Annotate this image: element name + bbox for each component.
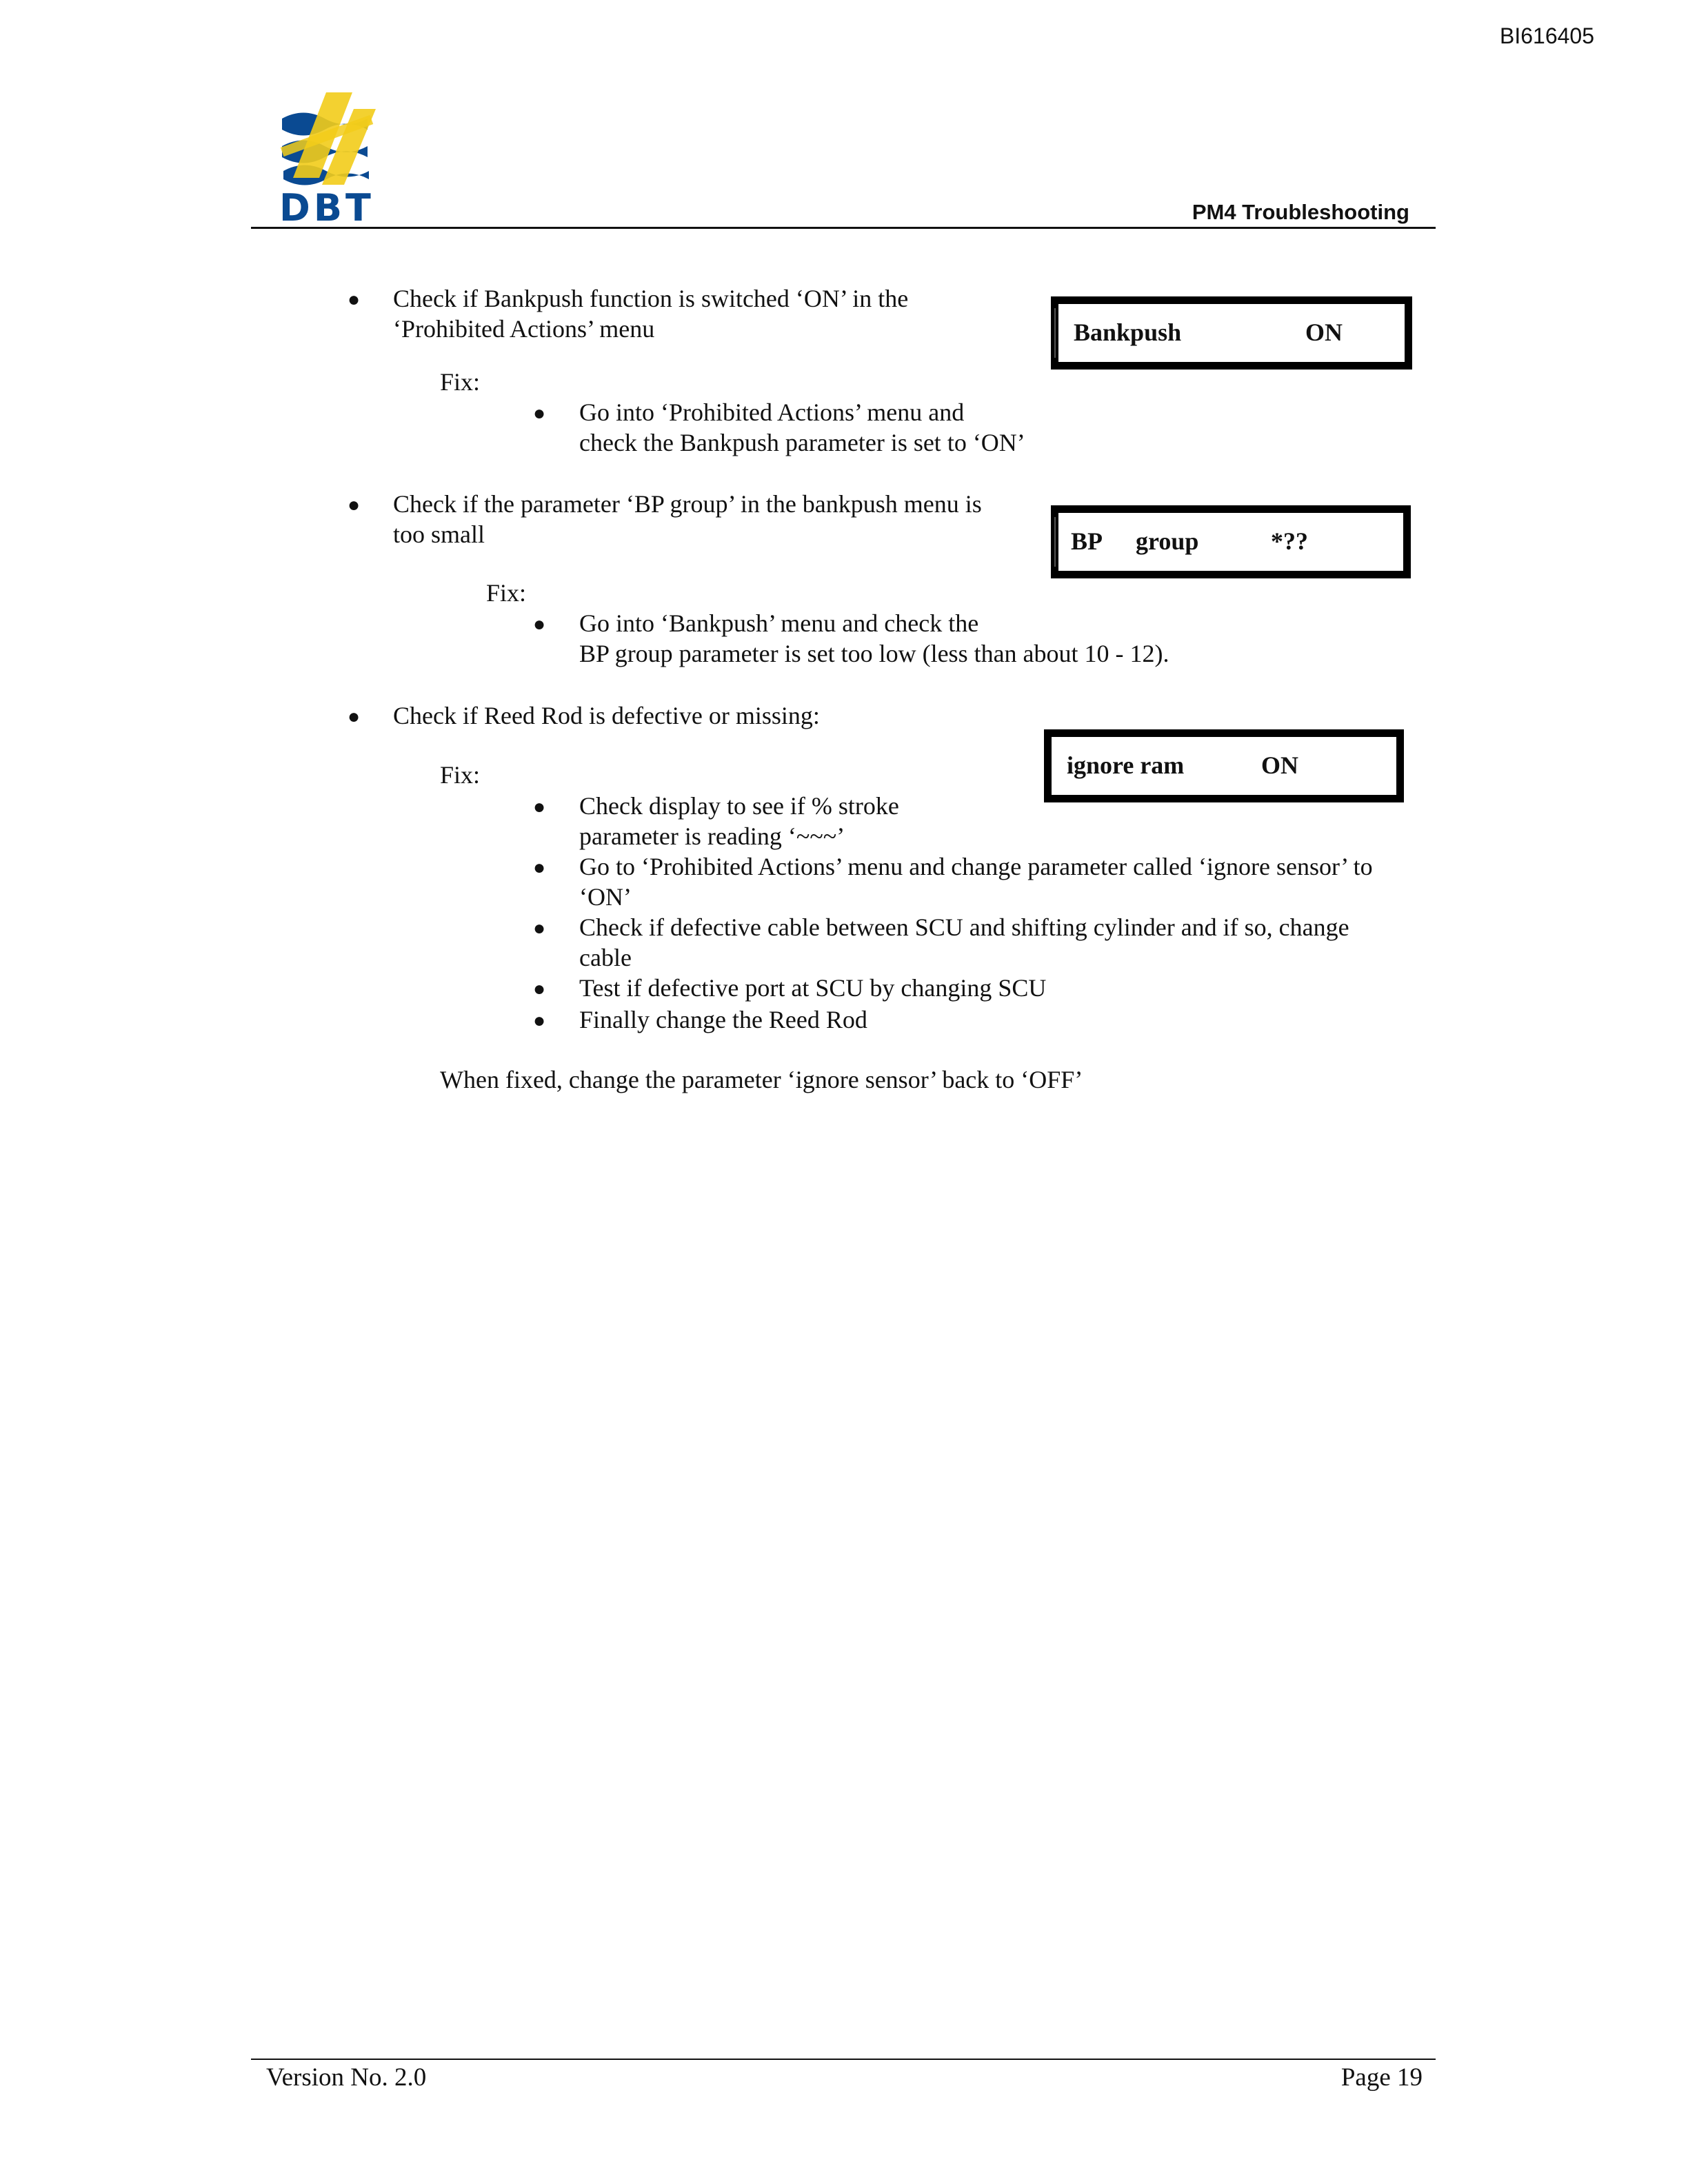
lcd-display-bp-group xyxy=(1051,505,1411,578)
footer-rule xyxy=(251,2059,1436,2060)
logo-mark-icon xyxy=(281,92,376,185)
bullet-icon: ● xyxy=(348,494,361,516)
fix-text: Check if defective cable between SCU and shifting cylinder and if so, change xyxy=(579,913,1349,941)
check-text: too small xyxy=(393,520,485,548)
lcd-param-value: ON xyxy=(1261,751,1298,779)
fix-text: ‘ON’ xyxy=(579,883,632,911)
fix-label: Fix: xyxy=(440,368,481,396)
bullet-icon: ● xyxy=(533,856,546,879)
closing-note: When fixed, change the parameter ‘ignore sensor’ back to ‘OFF’ xyxy=(440,1066,1083,1093)
fix-label: Fix: xyxy=(440,761,481,789)
section-title: PM4 Troubleshooting xyxy=(1192,200,1409,224)
fix-text: BP group parameter is set too low (less than about 10 - 12). xyxy=(579,640,1169,667)
document-id: BI616405 xyxy=(1500,23,1595,48)
dbt-logo xyxy=(279,90,383,224)
lcd-display-bankpush xyxy=(1051,296,1412,370)
check-text: Check if Bankpush function is switched ‘ON’ in the xyxy=(393,285,909,312)
lcd-param-name: Bankpush xyxy=(1074,318,1182,346)
fix-text: Go to ‘Prohibited Actions’ menu and change parameter called ‘ignore sensor’ to xyxy=(579,853,1373,880)
lcd-display-ignore-ram xyxy=(1044,729,1404,802)
fix-text: parameter is reading ‘~~~’ xyxy=(579,822,845,850)
bullet-icon: ● xyxy=(533,402,546,425)
lcd-param-name: BP xyxy=(1071,527,1103,555)
fix-label: Fix: xyxy=(486,579,527,607)
fix-text: check the Bankpush parameter is set to ‘ON’ xyxy=(579,429,1025,456)
fix-text: Test if defective port at SCU by changing SCU xyxy=(579,974,1047,1002)
check-text: Check if Reed Rod is defective or missing: xyxy=(393,702,820,729)
check-text: Check if the parameter ‘BP group’ in the bankpush menu is xyxy=(393,490,982,518)
bullet-icon: ● xyxy=(533,978,546,1000)
fix-text: cable xyxy=(579,944,632,971)
version-number: Version No. 2.0 xyxy=(266,2063,427,2092)
bullet-icon: ● xyxy=(348,288,361,311)
bullet-icon: ● xyxy=(533,917,546,940)
lcd-param-name: ignore ram xyxy=(1067,751,1185,779)
bullet-icon: ● xyxy=(533,613,546,636)
bullet-icon: ● xyxy=(533,1009,546,1032)
bullet-icon: ● xyxy=(348,705,361,728)
lcd-param-value: ON xyxy=(1305,318,1343,346)
fix-text: Check display to see if % stroke xyxy=(579,792,899,820)
logo-text: DBT xyxy=(279,186,374,224)
fix-text: Go into ‘Bankpush’ menu and check the xyxy=(579,609,979,637)
bullet-icon: ● xyxy=(533,796,546,818)
fix-text: Go into ‘Prohibited Actions’ menu and xyxy=(579,398,965,426)
check-text: ‘Prohibited Actions’ menu xyxy=(393,315,655,343)
lcd-param-name: group xyxy=(1136,527,1199,555)
header-rule xyxy=(251,227,1436,229)
fix-text: Finally change the Reed Rod xyxy=(579,1006,867,1033)
page-number: Page 19 xyxy=(1340,2063,1423,2092)
lcd-param-value: *?? xyxy=(1271,527,1308,555)
